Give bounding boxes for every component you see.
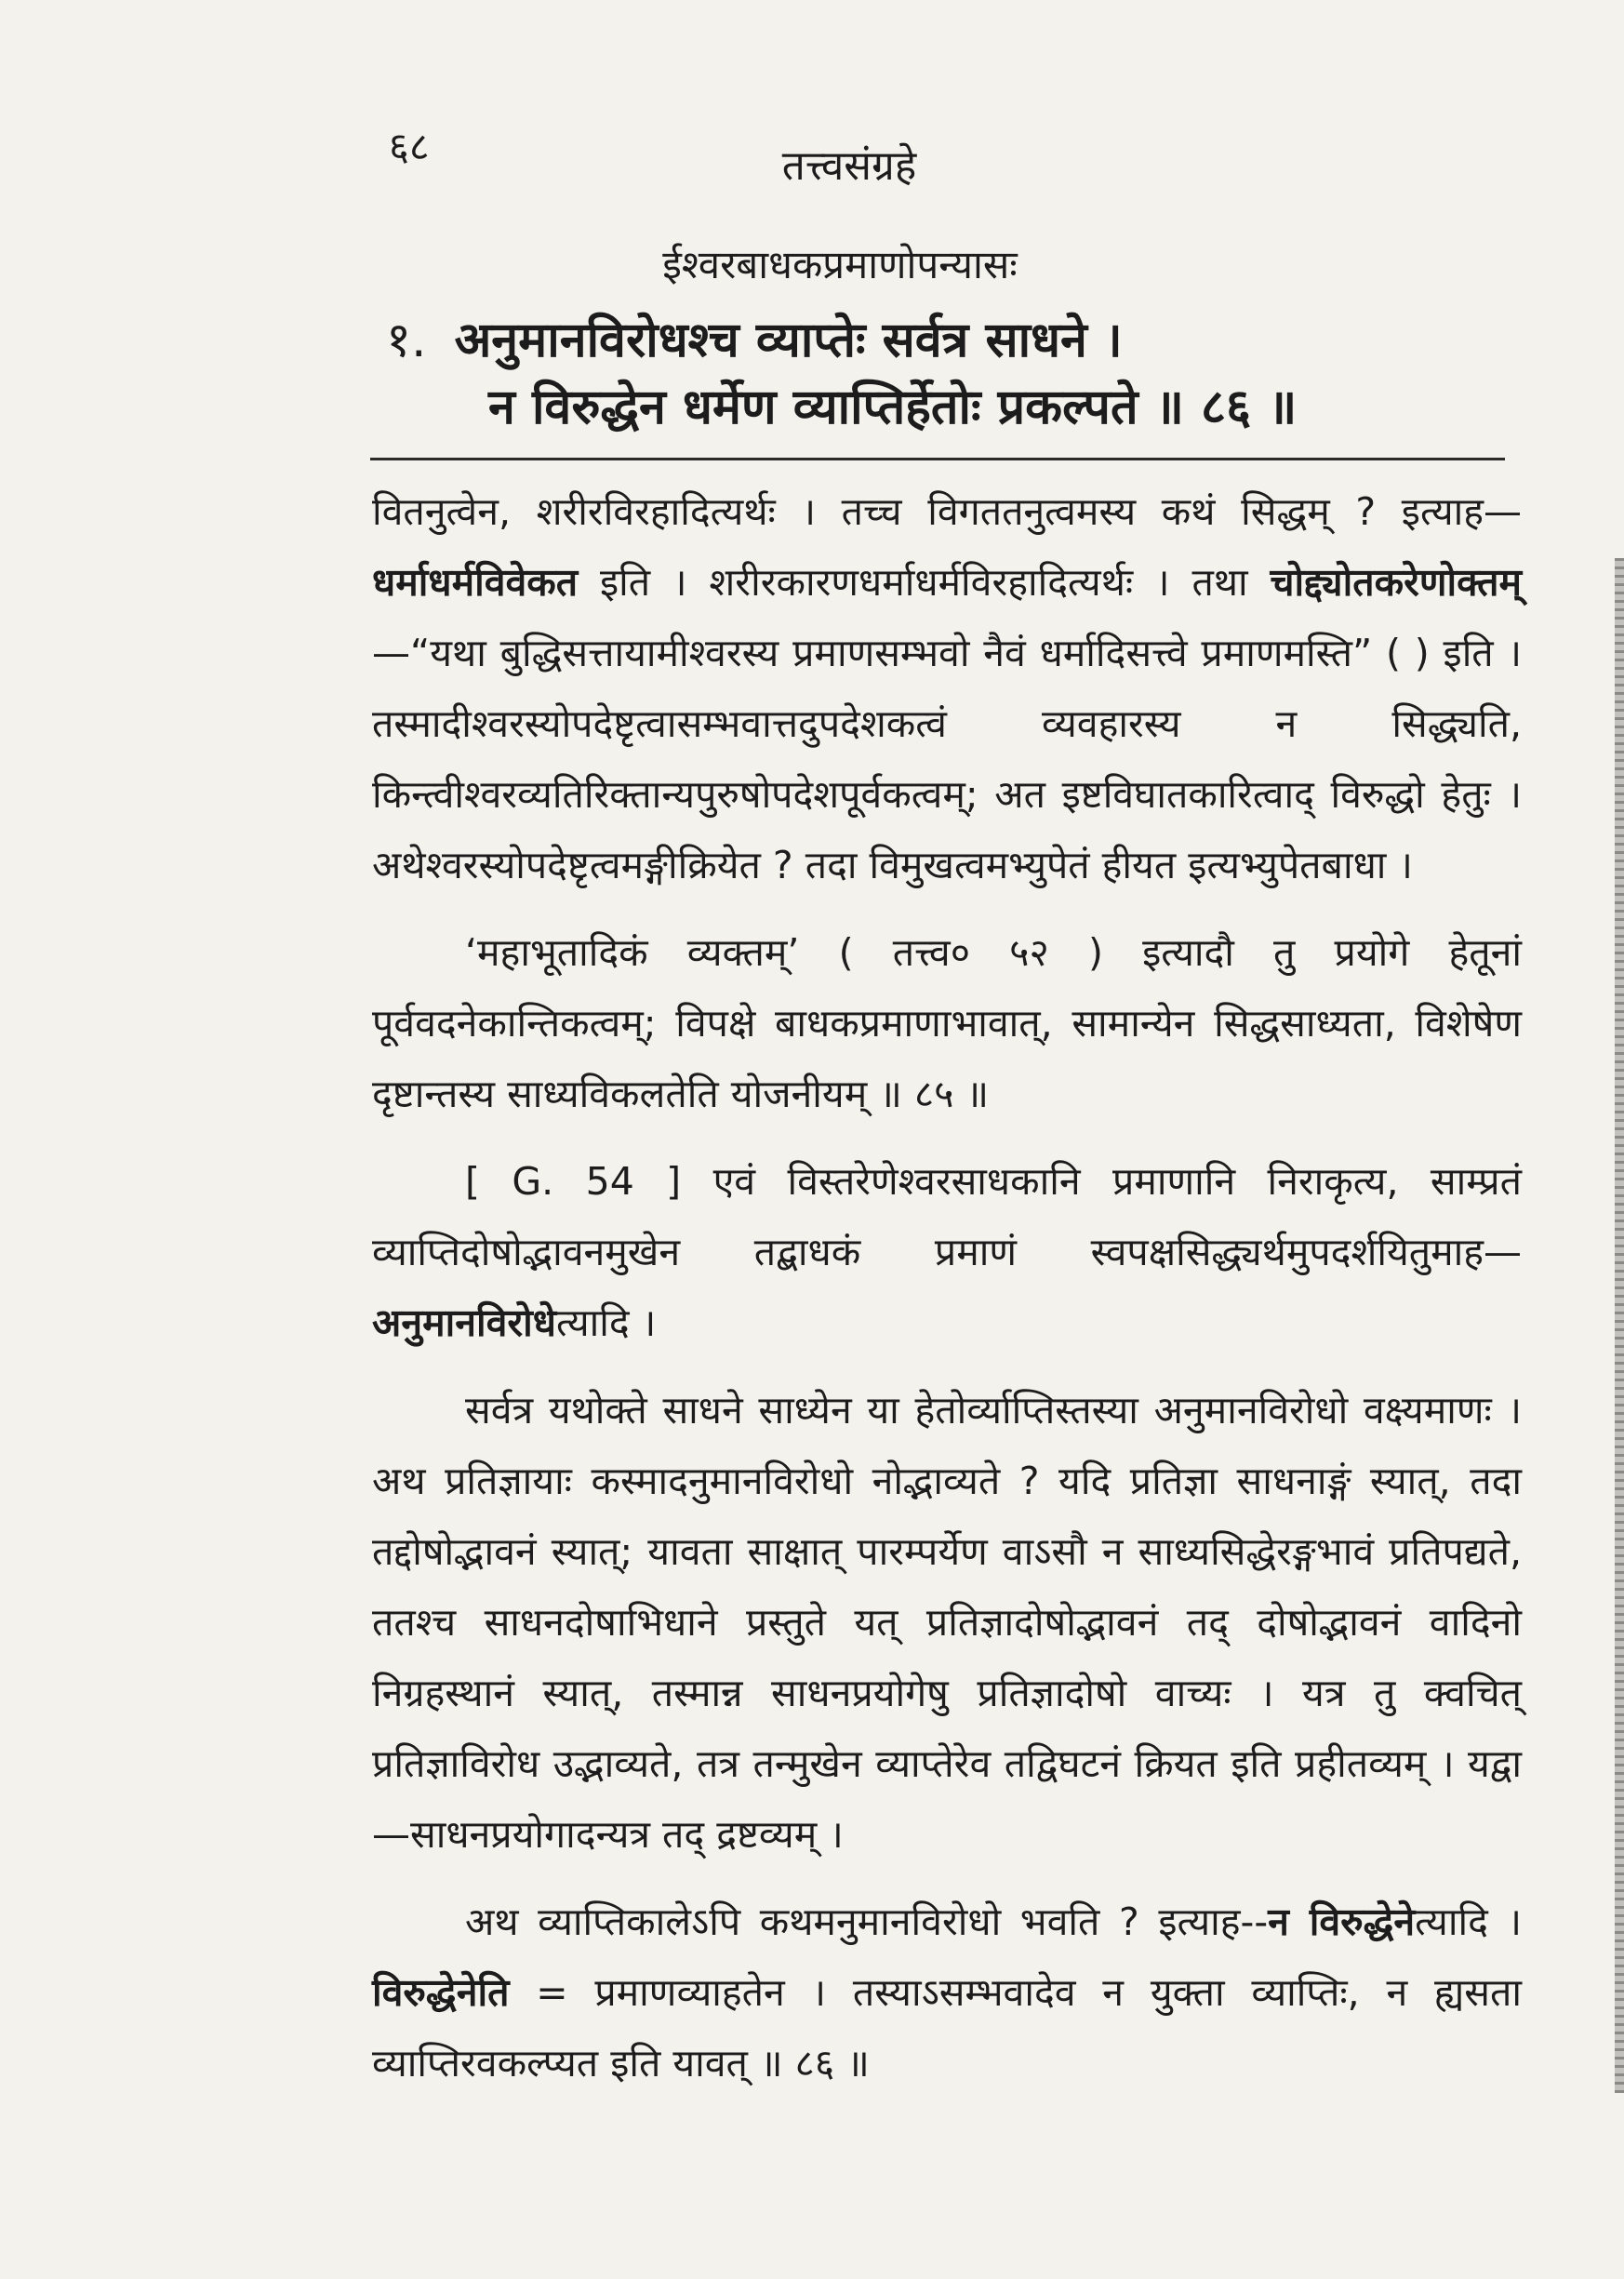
verse-line-2: न विरुद्धेन धर्मेण व्याप्तिर्हेतोः प्रकल्पते ॥ ८६ ॥ — [488, 380, 1298, 435]
commentary-text: अथ व्याप्तिकालेऽपि कथमनुमानविरोधो भवति ? इत्याह-- — [465, 1899, 1269, 1944]
binding-edge — [1615, 558, 1624, 2093]
commentary-lemma: न विरुद्धेने — [1268, 1899, 1416, 1944]
commentary-text: इति । शरीरकारणधर्माधर्मविरहादित्यर्थः । तथा — [578, 560, 1271, 605]
commentary-lemma: अनुमानविरोधे — [372, 1300, 556, 1345]
commentary-text: [ G. 54 ] एवं विस्तरेणेश्वरसाधकानि प्रमाणानि निराकृत्य, साम्प्रतं व्याप्तिदोषोद्भावनमुखेन तद्बाधकं प्रमाणं स्वपक्षसिद्ध्यर्थमुपदर्शयितुमाह— — [372, 1159, 1522, 1274]
verse-divider — [370, 458, 1505, 460]
commentary-paragraph-3 — [372, 1146, 1522, 1358]
commentary — [372, 476, 1522, 2099]
commentary-lemma: विरुद्धेनेति — [372, 1970, 510, 2015]
commentary-lemma: धर्माधर्मविवेकत — [372, 560, 579, 605]
commentary-paragraph-1 — [372, 476, 1522, 900]
commentary-paragraph-5 — [372, 1886, 1522, 2099]
commentary-text: —“यथा बुद्धिसत्तायामीश्वरस्य प्रमाणसम्भवो नैवं धर्मादिसत्त्वे प्रमाणमस्ति” ( ) इति । तस्मादीश्वरस्योपदेष्टृत्वासम्भवात्तदुपदेशकत्वं व्यवहारस्य न सिद्ध्यति, किन्त्वीश्वरव्यतिरिक्तान्यपुरुषोपदेशपूर्वकत्वम्; अत इष्टविघातकारित्वाद् विरुद्धो हेतुः । अथेश्वरस्योपदेष्टृत्वमङ्गीक्रियेत ? तदा विमुखत्वमभ्युपेतं हीयत इत्यभ्युपेतबाधा । — [372, 631, 1522, 887]
section-title: ईश्वरबाधकप्रमाणोपन्यासः — [662, 242, 1018, 287]
commentary-text: वितनुत्वेन, शरीरविरहादित्यर्थः । तच्च विगततनुत्वमस्य कथं सिद्धम् ? इत्याह— — [372, 489, 1522, 534]
commentary-paragraph-4: सर्वत्र यथोक्ते साधने साध्येन या हेतोर्व्याप्तिस्तस्या अनुमानविरोधो वक्ष्यमाणः । अथ प्रतिज्ञायाः कस्मादनुमानविरोधो नोद्भाव्यते ? यदि प्रतिज्ञा साधनाङ्गं स्यात्, तदा तद्दोषोद्भावनं स्यात्; यावता साक्षात् पारम्पर्येण वाऽसौ न साध्यसिद्धेरङ्गभावं प्रतिपद्यते, ततश्च साधनदोषाभिधाने प्रस्तुते यत् प्रतिज्ञादोषोद्भावनं तद् दोषोद्भावनं वादिनो निग्रहस्थानं स्यात्, तस्मान्न साधनप्रयोगेषु प्रतिज्ञादोषो वाच्यः । यत्र तु क्वचित् प्रतिज्ञाविरोध उद्भाव्यते, तत्र तन्मुखेन व्याप्तेरेव तद्विघटनं क्रियत इति प्रहीतव्यम् । यद्वा—साधनप्रयोगादन्यत्र तद् द्रष्टव्यम् । — [372, 1388, 1522, 1857]
running-title: तत्त्वसंग्रहे — [781, 142, 917, 190]
commentary-lemma: चोद्द्योतकरेणोक्तम् — [1270, 560, 1522, 605]
verse-line-1-text: अनुमानविरोधश्च व्याप्तेः सर्वत्र साधने । — [454, 313, 1123, 368]
verse-line-1 — [386, 305, 1123, 371]
commentary-text: = प्रमाणव्याहतेन । तस्याऽसम्भवादेव न युक्ता व्याप्तिः, न ह्यसता व्याप्तिरवकल्प्यत इति यावत् ॥ ८६ ॥ — [372, 1970, 1522, 2086]
verse-number: १. — [386, 313, 427, 368]
commentary-text: त्यादि । — [556, 1300, 657, 1345]
commentary-text: त्यादि । — [1415, 1899, 1522, 1944]
commentary-paragraph-2: ‘महाभूतादिकं व्यक्तम्’ ( तत्त्व० ५२ ) इत्यादौ तु प्रयोगे हेतूनां पूर्ववदनेकान्तिकत्वम्; विपक्षे बाधकप्रमाणाभावात्, सामान्येन सिद्धसाध्यता, विशेषेण दृष्टान्तस्य साध्यविकलतेति योजनीयम् ॥ ८५ ॥ — [372, 930, 1522, 1116]
page-number: ६८ — [389, 124, 430, 169]
